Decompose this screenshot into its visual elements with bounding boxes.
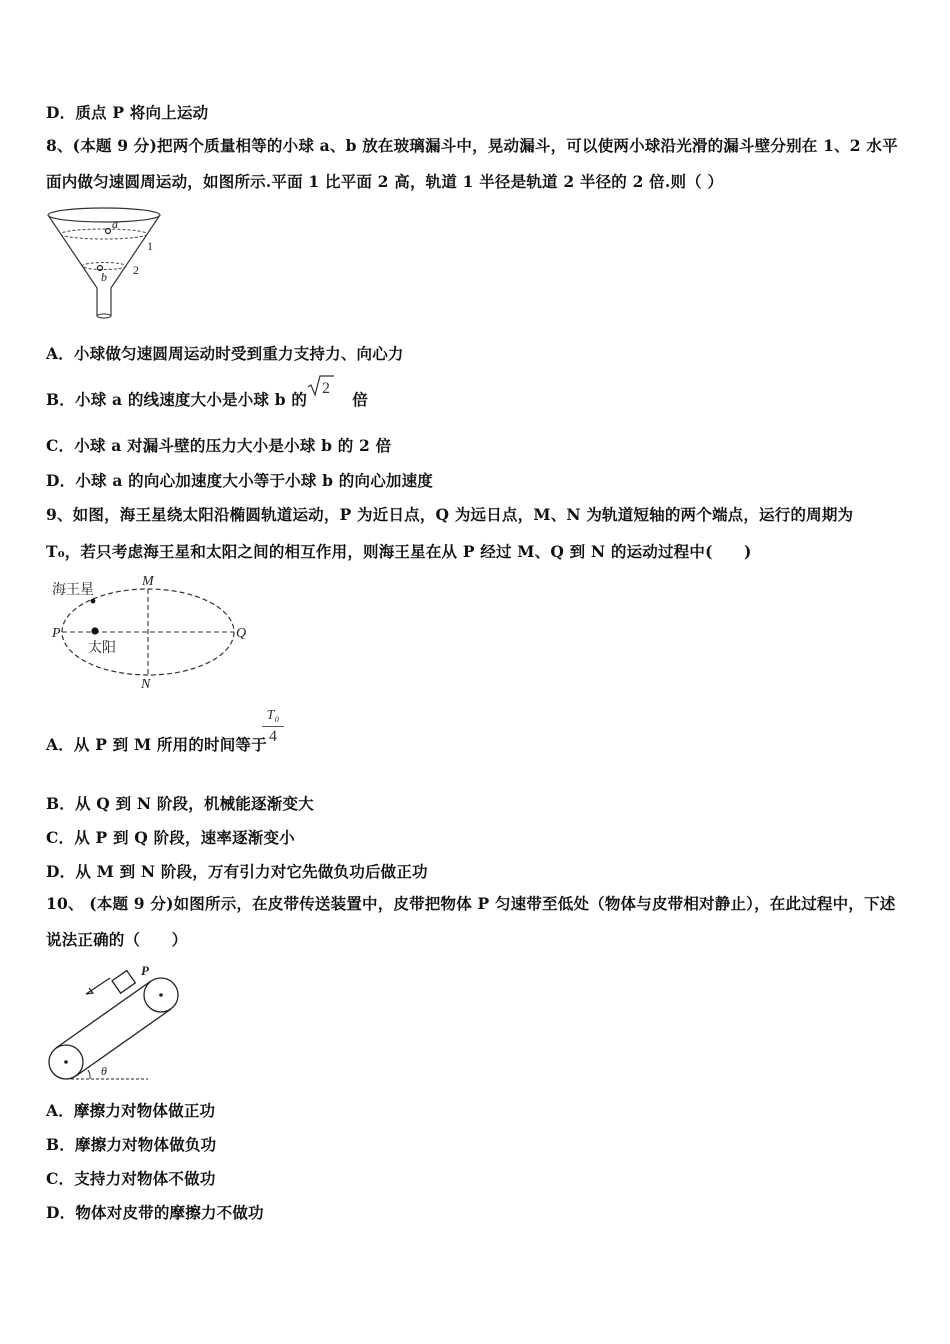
point-m-label: M xyxy=(142,574,154,589)
object-p xyxy=(112,971,135,994)
q8-stem: 8、(本题 9 分)把两个质量相等的小球 a、b 放在玻璃漏斗中，晃动漏斗，可以使两小球沿光滑的漏斗壁分别在 1、2 水平面内做匀速圆周运动，如图所示.平面 1 比平面 2 高，轨道 1 半径是轨道 2 半径的 2 倍.则（ ） xyxy=(46,136,898,191)
funnel-figure xyxy=(44,206,174,324)
q9-stem-line1: 9、如图，海王星绕太阳沿椭圆轨道运动，P 为近日点，Q 为远日点，M、N 为轨道短轴的两个端点，运行的周期为 xyxy=(46,505,854,524)
plane-1-label: 1 xyxy=(147,239,153,253)
point-n-label: N xyxy=(141,677,151,692)
sqrt-radicand: 2 xyxy=(322,380,330,397)
q8-option-b-text: B．小球 a 的线速度大小是小球 b 的 xyxy=(46,390,308,409)
q10-option-b: B．摩擦力对物体做负功 xyxy=(46,1135,217,1154)
q10-option-a: A．摩擦力对物体做正功 xyxy=(46,1101,216,1120)
q10-option-d: D．物体对皮带的摩擦力不做功 xyxy=(46,1203,264,1222)
q8-option-d: D．小球 a 的向心加速度大小等于小球 b 的向心加速度 xyxy=(46,471,434,490)
point-q-label: Q xyxy=(236,626,247,641)
fraction-denominator: 4 xyxy=(269,728,277,745)
plane-2-label: 2 xyxy=(133,263,139,277)
sqrt-symbol xyxy=(307,374,335,398)
q8-option-c: C．小球 a 对漏斗壁的压力大小是小球 b 的 2 倍 xyxy=(46,436,392,455)
ball-b-label: b xyxy=(101,270,107,284)
q9-option-b: B．从 Q 到 N 阶段，机械能逐渐变大 xyxy=(46,794,314,813)
q8-option-b-suffix: 倍 xyxy=(352,390,368,409)
q10-option-c: C．支持力对物体不做功 xyxy=(46,1169,216,1188)
fraction-numerator: T₀ xyxy=(266,708,280,723)
fraction-t0-over-4 xyxy=(262,708,284,747)
q9-option-a: A．从 P 到 M 所用的时间等于 xyxy=(46,735,267,754)
q9-option-c: C．从 P 到 Q 阶段，速率逐渐变小 xyxy=(46,828,295,847)
q9-option-d: D．从 M 到 N 阶段，万有引力对它先做负功后做正功 xyxy=(46,862,428,881)
point-p-label: P xyxy=(52,626,61,641)
q9-stem-line2: T₀，若只考虑海王星和太阳之间的相互作用，则海王星在从 P 经过 M、Q 到 N 的运动过程中( ) xyxy=(46,542,752,561)
sun-label: 太阳 xyxy=(88,641,116,656)
object-p-label: P xyxy=(141,963,149,978)
q7-option-d: D．质点 P 将向上运动 xyxy=(46,103,209,122)
planet-label: 海王星 xyxy=(52,583,94,598)
ball-a-label: a xyxy=(112,217,118,231)
q8-option-a: A．小球做匀速圆周运动时受到重力支持力、向心力 xyxy=(46,344,404,363)
q10-stem: 10、 (本题 9 分)如图所示，在皮带传送装置中，皮带把物体 P 匀速带至低处（物体与皮带相对静止），在此过程中，下述说法正确的（ ） xyxy=(46,894,896,949)
conveyor-figure xyxy=(44,960,190,1084)
planet-dot xyxy=(91,599,96,604)
angle-theta-label: θ xyxy=(101,1064,107,1078)
orbit-figure xyxy=(48,570,258,692)
sun-dot xyxy=(91,627,98,634)
